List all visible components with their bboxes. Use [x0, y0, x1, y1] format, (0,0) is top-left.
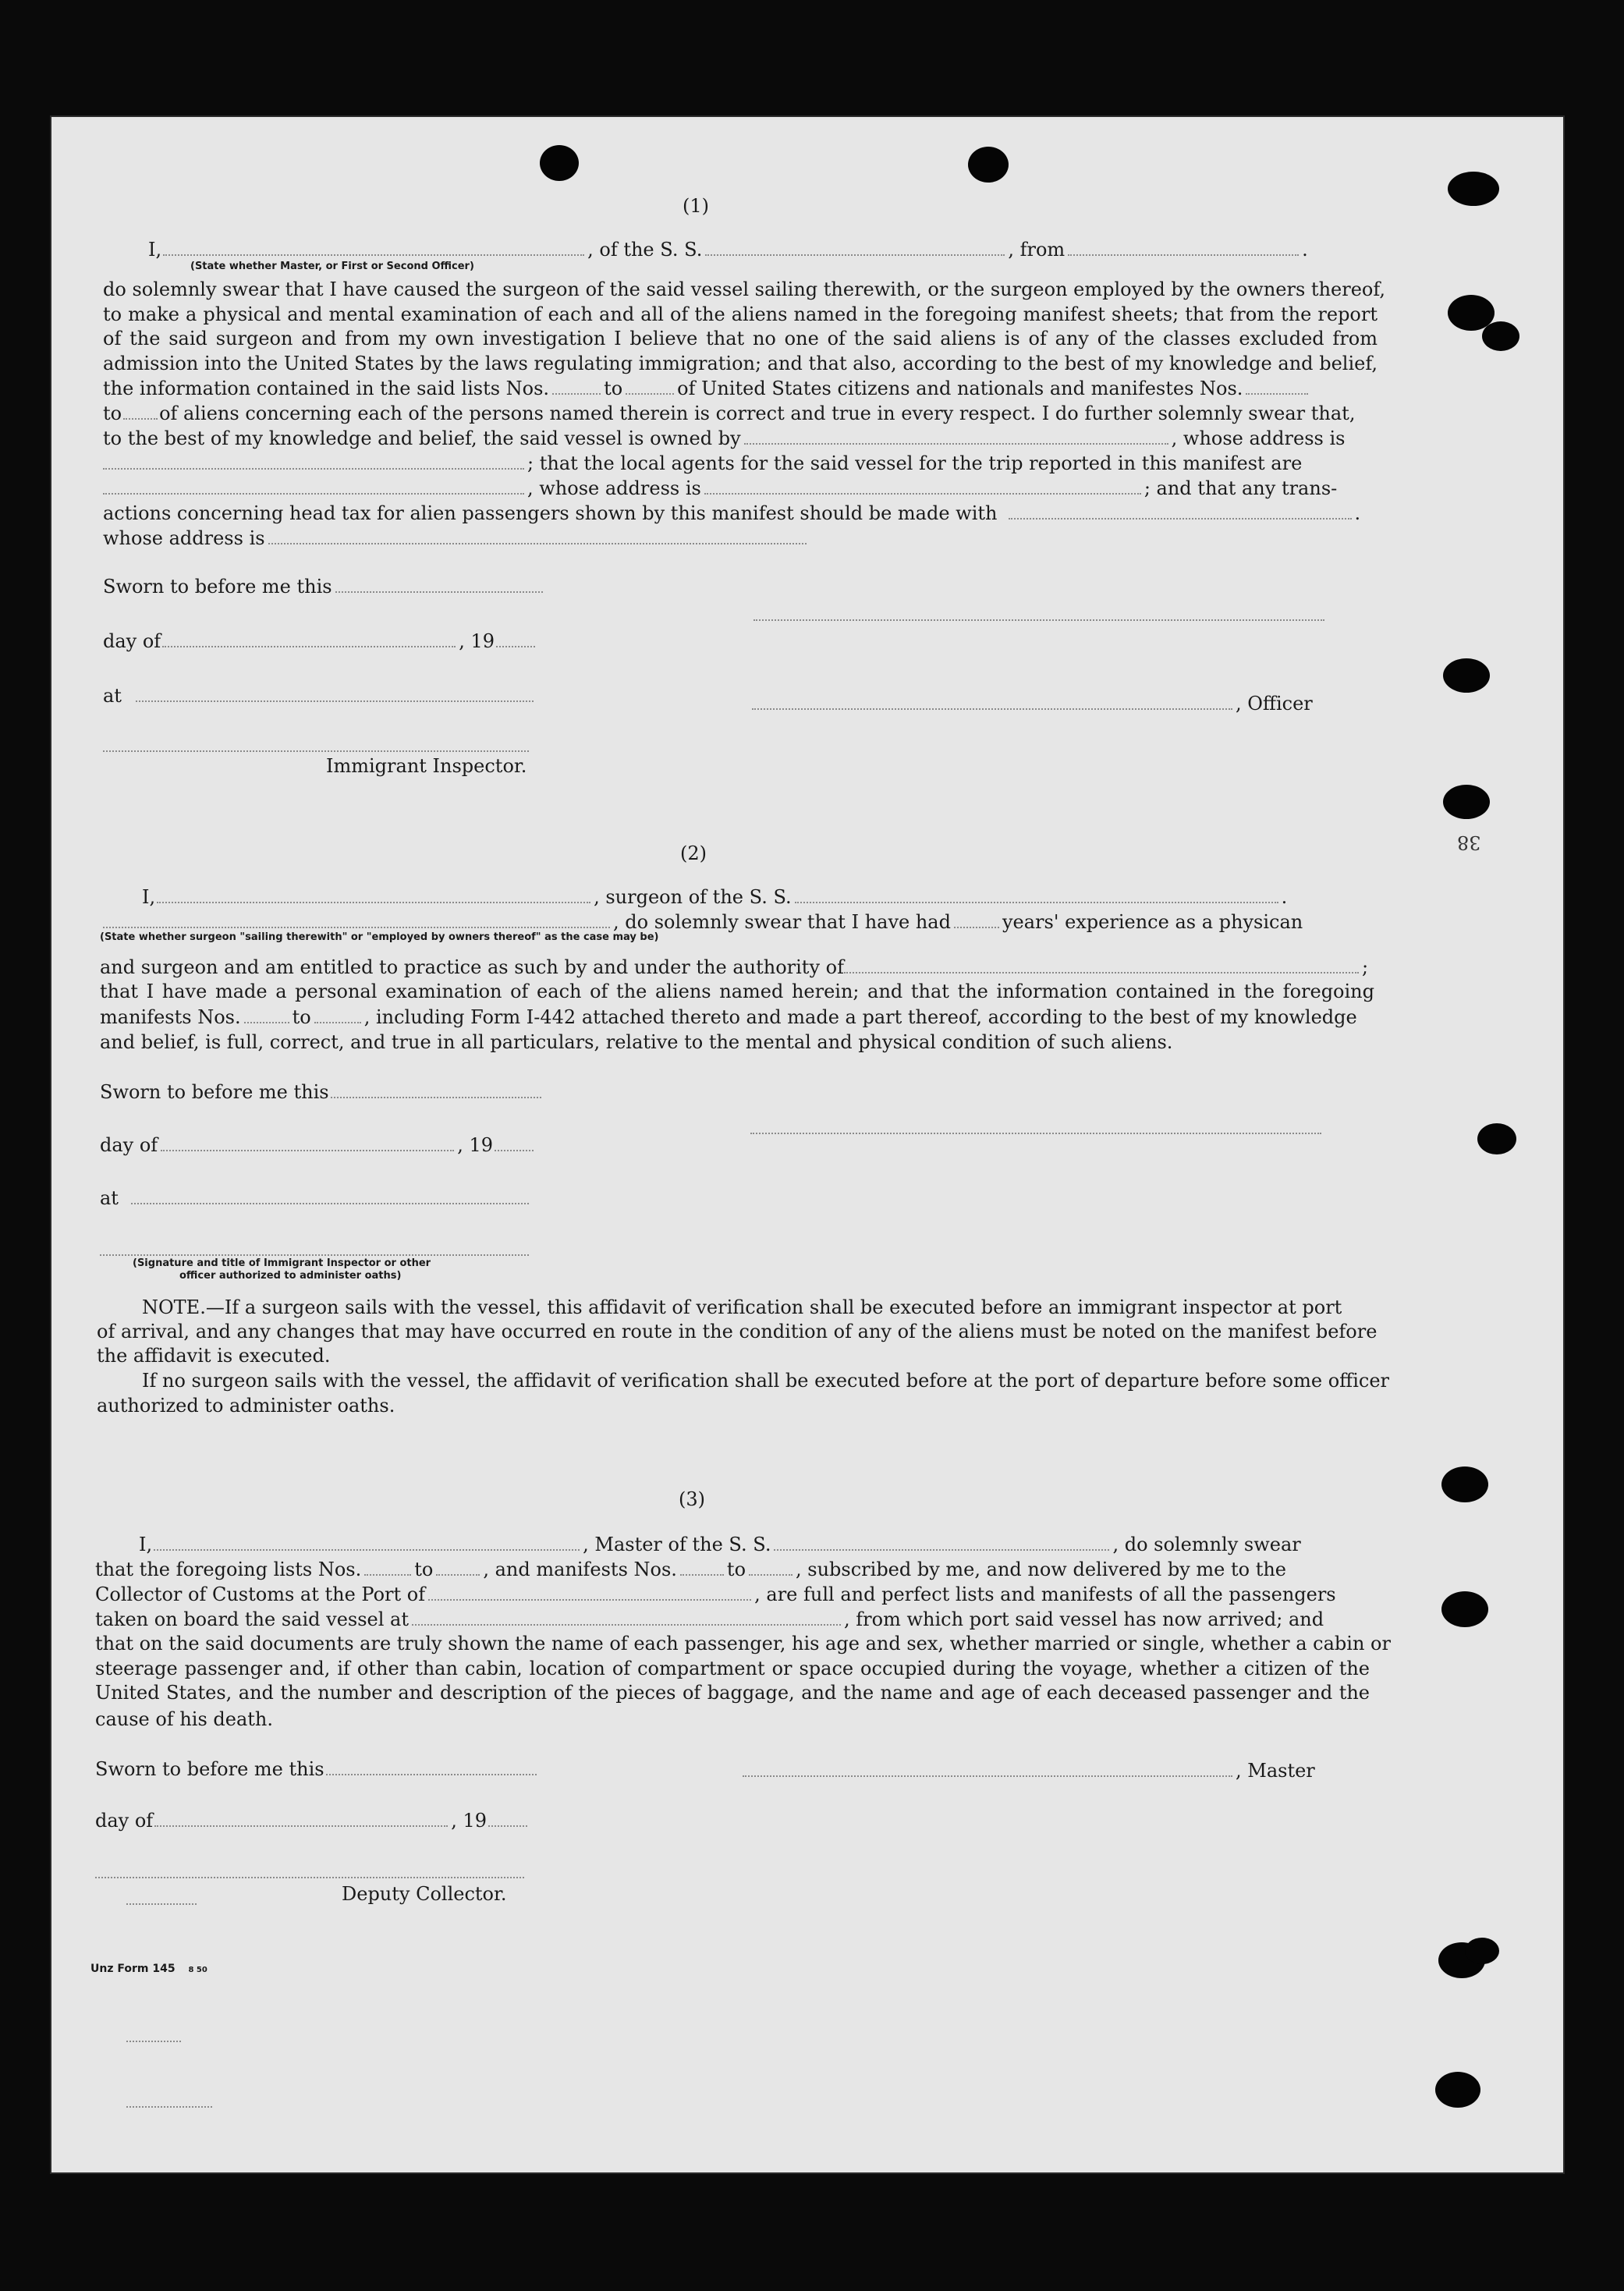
fill-line — [774, 1534, 1109, 1551]
text: at — [100, 1187, 119, 1209]
fill-line — [743, 1760, 1232, 1777]
text: Sworn to before me this — [103, 576, 332, 598]
text: of aliens concerning each of the persons named therein is correct and true in every respect. I do further solemnly swear that, — [159, 403, 1356, 424]
text: 8 50 — [188, 1966, 207, 1974]
signature-line — [103, 750, 529, 752]
signature-note-2: officer authorized to administer oaths) — [179, 1270, 402, 1282]
text: to — [292, 1006, 311, 1028]
section-3-collector: Deputy Collector. — [342, 1883, 507, 1905]
section-1-line-10 — [103, 501, 1360, 526]
section-2-number: (2) — [680, 842, 707, 864]
fill-line — [704, 477, 1141, 495]
section-1-line-8 — [103, 451, 1302, 476]
fill-line — [268, 527, 807, 544]
punch-hole — [1443, 785, 1490, 819]
section-3-line-1 — [139, 1532, 1301, 1557]
fill-line — [314, 1006, 361, 1023]
fill-line — [795, 886, 1278, 903]
text: , from — [1008, 239, 1066, 261]
signature-line — [95, 1877, 524, 1878]
fill-line — [1246, 378, 1308, 395]
text: ; that the local agents for the said vessel for the trip reported in this manifest are — [527, 452, 1303, 474]
fill-line — [496, 630, 535, 647]
text: , 19 — [451, 1810, 487, 1832]
section-3-master — [743, 1758, 1315, 1783]
text: , do solemnly swear that I have had — [613, 911, 951, 933]
punch-hole — [1441, 1591, 1488, 1627]
punch-hole — [1465, 1938, 1499, 1964]
text: and surgeon and am entitled to practice as such by and under the authority of — [100, 956, 844, 978]
fill-line — [752, 693, 1232, 710]
fill-line — [126, 2106, 212, 2108]
fill-line — [157, 886, 590, 903]
text-line: that I have made a personal examination of each of the aliens named herein; and that the information contained in the foregoing — [100, 981, 1374, 1002]
section-3-body — [95, 1632, 1391, 1706]
fill-line — [364, 1559, 411, 1576]
fill-line — [495, 1134, 534, 1151]
text: day of — [103, 630, 161, 652]
section-3-last-line: cause of his death. — [95, 1708, 273, 1730]
text: taken on board the said vessel at — [95, 1608, 409, 1630]
text: Sworn to before me this — [100, 1081, 329, 1103]
fill-line — [154, 1810, 448, 1827]
text: . — [1354, 502, 1361, 524]
text: , are full and perfect lists and manifests of all the passengers — [754, 1583, 1336, 1605]
section-3-day — [95, 1808, 530, 1833]
fill-line — [428, 1583, 751, 1601]
text: whose address is — [103, 527, 265, 549]
punch-hole — [1441, 1466, 1488, 1502]
text: to — [604, 378, 623, 399]
text-line: of arrival, and any changes that may have occurred en route in the condition of any of the aliens must be noted on the manifest before — [97, 1321, 1378, 1342]
section-3-line-2 — [95, 1557, 1286, 1582]
section-1-line-5 — [103, 376, 1311, 401]
note-paragraph-1-line-2 — [97, 1320, 1378, 1345]
punch-hole — [1435, 2072, 1480, 2108]
fill-line — [436, 1559, 480, 1576]
text: day of — [100, 1134, 158, 1156]
signature-line — [100, 1254, 529, 1256]
fill-line — [335, 576, 543, 593]
fill-line — [163, 239, 584, 256]
text: Collector of Customs at the Port of — [95, 1583, 426, 1605]
fill-line — [1068, 239, 1299, 256]
fill-line — [326, 1758, 537, 1775]
section-2-note: (State whether surgeon "sailing therewith" or "employed by owners thereof" as the case may be) — [100, 931, 659, 943]
fill-line — [136, 685, 534, 702]
text: , 19 — [459, 630, 495, 652]
form-number — [90, 1961, 207, 1978]
text: , including Form I-442 attached thereto and made a part thereof, according to the best of my knowledge — [363, 1006, 1357, 1028]
text: , surgeon of the S. S. — [594, 886, 792, 908]
punch-hole — [1477, 1123, 1516, 1154]
text: ; — [1361, 956, 1369, 978]
section-1-line-9 — [103, 476, 1337, 501]
section-1-line-7 — [103, 426, 1345, 451]
text: I, — [148, 239, 162, 261]
section-3-sworn — [95, 1757, 540, 1782]
text: , whose address is — [1171, 427, 1346, 449]
text: , of the S. S. — [587, 239, 703, 261]
section-2-at — [100, 1186, 532, 1211]
fill-line — [103, 911, 610, 928]
section-1-number: (1) — [683, 195, 709, 217]
fill-line — [162, 630, 456, 647]
text: I, — [139, 1534, 153, 1555]
text: , Master of the S. S. — [583, 1534, 771, 1555]
margin-mark: 38 — [1457, 832, 1481, 853]
section-1-line-1 — [148, 237, 1308, 262]
section-3-line-3 — [95, 1582, 1336, 1607]
text: , and manifests Nos. — [483, 1559, 677, 1580]
fill-line — [552, 378, 601, 395]
text: to — [103, 403, 122, 424]
section-1-day — [103, 629, 538, 654]
text: the information contained in the said lists Nos. — [103, 378, 550, 399]
signature-line — [750, 1133, 1321, 1134]
fill-line — [103, 452, 524, 470]
text-line: of the said surgeon and from my own investigation I believe that no one of the said aliens is of any of the classes excluded from — [103, 328, 1378, 349]
section-1-sworn — [103, 574, 546, 599]
fill-line — [705, 239, 1005, 256]
punch-hole — [1482, 321, 1519, 351]
fill-line — [1009, 502, 1352, 520]
text: manifests Nos. — [100, 1006, 241, 1028]
fill-line — [103, 477, 524, 495]
note-paragraph-1-line-1: NOTE.—If a surgeon sails with the vessel, this affidavit of verification shall be executed before an immigrant inspector at port — [142, 1296, 1342, 1318]
text-line: do solemnly swear that I have caused the surgeon of the said vessel sailing therewith, or the surgeon employed by the owners thereof, — [103, 278, 1386, 300]
signature-note-1: (Signature and title of Immigrant Inspector or other — [133, 1257, 431, 1269]
fill-line — [680, 1559, 724, 1576]
fill-line — [126, 2041, 181, 2042]
fill-line — [131, 1187, 529, 1204]
text: to — [414, 1559, 434, 1580]
text: Unz Form 145 — [90, 1963, 176, 1975]
text: , whose address is — [527, 477, 701, 499]
section-1-line-11 — [103, 526, 810, 551]
punch-hole — [540, 145, 579, 181]
note-paragraph-1-line-3: the affidavit is executed. — [97, 1345, 331, 1367]
text: ; and that any trans- — [1144, 477, 1338, 499]
punch-hole — [1443, 658, 1490, 693]
text: to — [726, 1559, 746, 1580]
section-2-line-1 — [142, 885, 1287, 910]
text: , Officer — [1236, 693, 1313, 715]
section-3-number: (3) — [679, 1488, 705, 1510]
text: , Master — [1236, 1760, 1315, 1782]
section-1-at — [103, 683, 537, 708]
text: , do solemnly swear — [1112, 1534, 1301, 1555]
text: that the foregoing lists Nos. — [95, 1559, 362, 1580]
section-2-line-3 — [100, 955, 1368, 980]
fill-line — [154, 1534, 580, 1551]
punch-hole — [1448, 172, 1499, 206]
text: day of — [95, 1810, 154, 1832]
section-1-note: (State whether Master, or First or Second Officer) — [190, 261, 474, 272]
manifest-affidavit-page — [51, 117, 1563, 2172]
fill-line — [412, 1608, 841, 1626]
section-2-line-5 — [100, 1005, 1357, 1030]
fill-line — [161, 1134, 454, 1151]
fill-line — [331, 1081, 541, 1098]
note-paragraph-2-line-2: authorized to administer oaths. — [97, 1395, 395, 1417]
note-paragraph-2-line-1: If no surgeon sails with the vessel, the affidavit of verification shall be executed before at the port of departure before some officer — [142, 1370, 1389, 1392]
fill-line — [749, 1559, 792, 1576]
section-2-line-6: and belief, is full, correct, and true in all particulars, relative to the mental and physical condition of such aliens. — [100, 1031, 1173, 1053]
text: actions concerning head tax for alien passengers shown by this manifest should be made with — [103, 502, 998, 524]
text: , 19 — [457, 1134, 493, 1156]
text: , from which port said vessel has now arrived; and — [844, 1608, 1324, 1630]
fill-line — [244, 1006, 289, 1023]
section-1-inspector: Immigrant Inspector. — [326, 755, 527, 777]
text-line: steerage passenger and, if other than cabin, location of compartment or space occupied during the voyage, whether a citizen of the — [95, 1657, 1370, 1679]
text-line: admission into the United States by the laws regulating immigration; and that also, according to the best of my knowledge and belief, — [103, 352, 1378, 374]
section-2-sworn — [100, 1080, 544, 1105]
text: I, — [142, 886, 156, 908]
fill-line — [954, 911, 999, 928]
text: , subscribed by me, and now delivered by me to the — [796, 1559, 1286, 1580]
section-1-officer — [752, 691, 1313, 716]
fill-line — [844, 956, 1359, 973]
fill-line — [488, 1810, 527, 1827]
text: of United States citizens and nationals and manifestes Nos. — [677, 378, 1243, 399]
section-2-line-4 — [100, 980, 1374, 1005]
text-line: that on the said documents are truly shown the name of each passenger, his age and sex, whether married or single, whether a cabin or — [95, 1633, 1391, 1654]
fill-line — [123, 403, 158, 420]
fill-line — [744, 427, 1168, 445]
section-2-day — [100, 1133, 537, 1158]
fill-line — [626, 378, 674, 395]
text: Sworn to before me this — [95, 1758, 324, 1780]
text: to the best of my knowledge and belief, the said vessel is owned by — [103, 427, 741, 449]
signature-line — [753, 619, 1324, 621]
section-1-body — [103, 278, 1386, 376]
text: years' experience as a physican — [1002, 911, 1303, 933]
text: at — [103, 685, 122, 707]
section-3-line-4 — [95, 1607, 1324, 1632]
fill-line — [126, 1903, 197, 1905]
text: . — [1281, 886, 1288, 908]
section-1-line-6 — [103, 401, 1355, 426]
text: . — [1302, 239, 1308, 261]
text-line: to make a physical and mental examination of each and all of the aliens named in the foregoing manifest sheets; that from the report — [103, 303, 1378, 325]
punch-hole — [968, 147, 1009, 183]
text-line: United States, and the number and description of the pieces of baggage, and the name and age of each deceased passenger and the — [95, 1682, 1370, 1704]
